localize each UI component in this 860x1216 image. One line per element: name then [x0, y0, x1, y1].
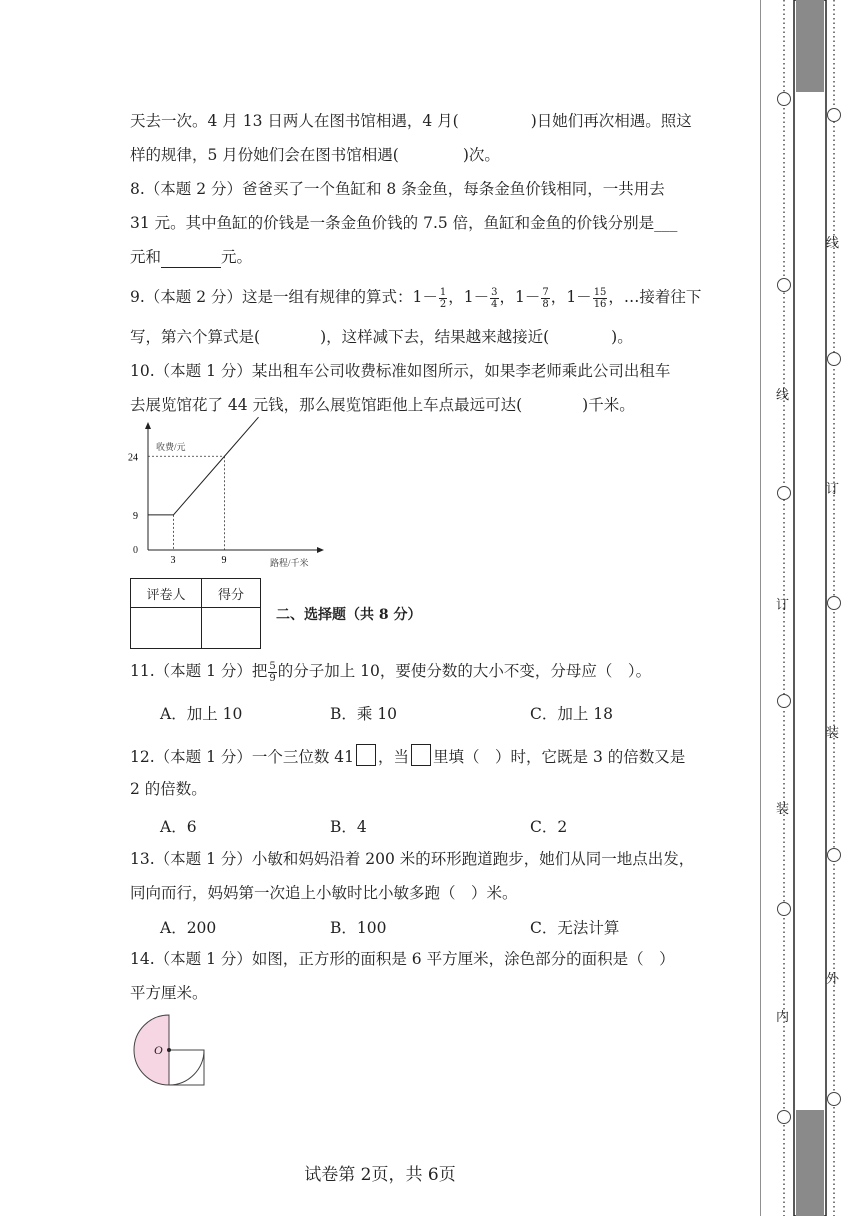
x-axis-arrow — [317, 547, 324, 553]
binding-hole-mark — [777, 1110, 791, 1124]
digit-box — [411, 744, 431, 766]
fare-series-line — [148, 417, 259, 515]
binding-label-inner-line: 线 — [776, 388, 790, 403]
q12-line2: 2 的倍数。 — [130, 780, 207, 798]
score-header: 得分 — [202, 579, 261, 608]
binding-hole-mark — [777, 92, 791, 106]
score-cell[interactable] — [202, 608, 261, 649]
q13-line1: 13.（本题 1 分）小敏和妈妈沿着 200 米的环形跑道跑步，她们从同一地点出发， — [130, 850, 695, 868]
binding-hole-mark — [777, 486, 791, 500]
q9-line1: 9.（本题 2 分）这是一组有规律的算式：1－ $\frac{1}{2}$ ，1－ $\frac{3}{4}$ ，1－ $\frac{7}{8}$ ，1－ $\frac{15}{16}$ ，…接着往下 — [130, 286, 702, 310]
q10-line2: 去展览馆花了 44 元钱，那么展览馆距他上车点最远可达( )千米。 — [130, 396, 635, 414]
q13-option-a[interactable]: A．200 — [160, 919, 217, 937]
binding-hole-mark — [827, 108, 841, 122]
y-tick-label-9: 9 — [133, 510, 138, 522]
fraction-3-4: $\frac{3}{4}$ — [491, 286, 498, 310]
q7-line1: 天去一次。4 月 13 日两人在图书馆相遇，4 月( )日她们再次相遇。照这 — [130, 112, 692, 130]
fraction-15-16: $\frac{15}{16}$ — [593, 286, 607, 310]
q13-line2: 同向而行，妈妈第一次追上小敏时比小敏多跑（ ）米。 — [130, 884, 518, 902]
binding-margin — [760, 0, 860, 1216]
origin-label: 0 — [133, 545, 138, 556]
q8-line1: 8.（本题 2 分）爸爸买了一个鱼缸和 8 条金鱼，每条金鱼价钱相同，一共用去 — [130, 180, 665, 198]
q13-option-b[interactable]: B．100 — [330, 919, 387, 937]
circle-square-figure — [128, 1014, 218, 1094]
x-axis-label: 路程/千米 — [270, 558, 309, 568]
square — [169, 1050, 204, 1085]
q11-option-b[interactable]: B．乘 10 — [330, 705, 398, 723]
q8-line3: 元和 元。 — [130, 248, 253, 266]
q12-option-a[interactable]: A．6 — [160, 818, 197, 836]
fraction-7-8: $\frac{7}{8}$ — [542, 286, 549, 310]
score-table — [130, 578, 261, 649]
fraction-5-9: $\frac{5}{9}$ — [269, 660, 276, 684]
q9-line2: 写，第六个算式是( )，这样减下去，结果越来越接近( )。 — [130, 328, 633, 346]
binding-hole-mark — [827, 596, 841, 610]
taxi-fare-chart — [130, 420, 330, 570]
q11-line1: 11.（本题 1 分）把 $\frac{5}{9}$ 的分子加上 10，要使分数的大小不变，分母应（ ）。 — [130, 660, 652, 684]
q14-line1: 14.（本题 1 分）如图，正方形的面积是 6 平方厘米，涂色部分的面积是（ ） — [130, 950, 675, 968]
x-tick-label-3: 3 — [170, 555, 176, 566]
digit-box — [356, 744, 376, 766]
q12-option-c[interactable]: C．2 — [530, 818, 568, 836]
binding-label-outer-line: 线 — [826, 236, 840, 251]
binding-hole-mark — [777, 278, 791, 292]
q12-line1: 12.（本题 1 分）一个三位数 41 ，当 里填（ ）时，它既是 3 的倍数又是 — [130, 744, 685, 768]
binding-hole-mark — [827, 352, 841, 366]
binding-hole-mark — [827, 848, 841, 862]
q8-line2: 31 元。其中鱼缸的价钱是一条金鱼价钱的 7.5 倍，鱼缸和金鱼的价钱分别是___ — [130, 214, 678, 232]
q13-option-c[interactable]: C．无法计算 — [530, 919, 620, 937]
y-axis-label: 收费/元 — [156, 442, 186, 452]
page-footer: 试卷第 2页，共 6页 — [304, 1165, 456, 1185]
binding-label-outer-bind: 装 — [826, 726, 840, 741]
q11-option-c[interactable]: C．加上 18 — [530, 705, 614, 723]
binding-label-outer-out: 外 — [826, 972, 840, 987]
binding-hole-mark — [827, 1092, 841, 1106]
answer-blank — [161, 249, 221, 268]
binding-label-outer-order: 订 — [826, 482, 840, 497]
binding-label-inner-bind: 装 — [776, 802, 790, 817]
binding-label-inner-in: 内 — [776, 1010, 790, 1025]
q7-line2: 样的规律，5 月份她们会在图书馆相遇( )次。 — [130, 146, 500, 164]
y-tick-label-24: 24 — [128, 452, 138, 464]
q11-option-a[interactable]: A．加上 10 — [160, 705, 243, 723]
fraction-1-2: $\frac{1}{2}$ — [439, 286, 447, 310]
q12-option-b[interactable]: B．4 — [330, 818, 367, 836]
binding-hole-mark — [777, 694, 791, 708]
q14-line2: 平方厘米。 — [130, 984, 208, 1002]
center-label: O — [154, 1043, 163, 1057]
x-tick-label-9: 9 — [221, 555, 227, 566]
binding-hole-mark — [777, 902, 791, 916]
center-point — [167, 1048, 171, 1052]
q10-line1: 10.（本题 1 分）某出租车公司收费标准如图所示，如果李老师乘此公司出租车 — [130, 362, 671, 380]
binding-label-inner-order: 订 — [776, 598, 790, 613]
grader-header: 评卷人 — [131, 579, 202, 608]
y-axis-arrow — [145, 422, 151, 429]
section-title: 二、选择题（共 8 分） — [276, 607, 422, 623]
grader-cell[interactable] — [131, 608, 202, 649]
